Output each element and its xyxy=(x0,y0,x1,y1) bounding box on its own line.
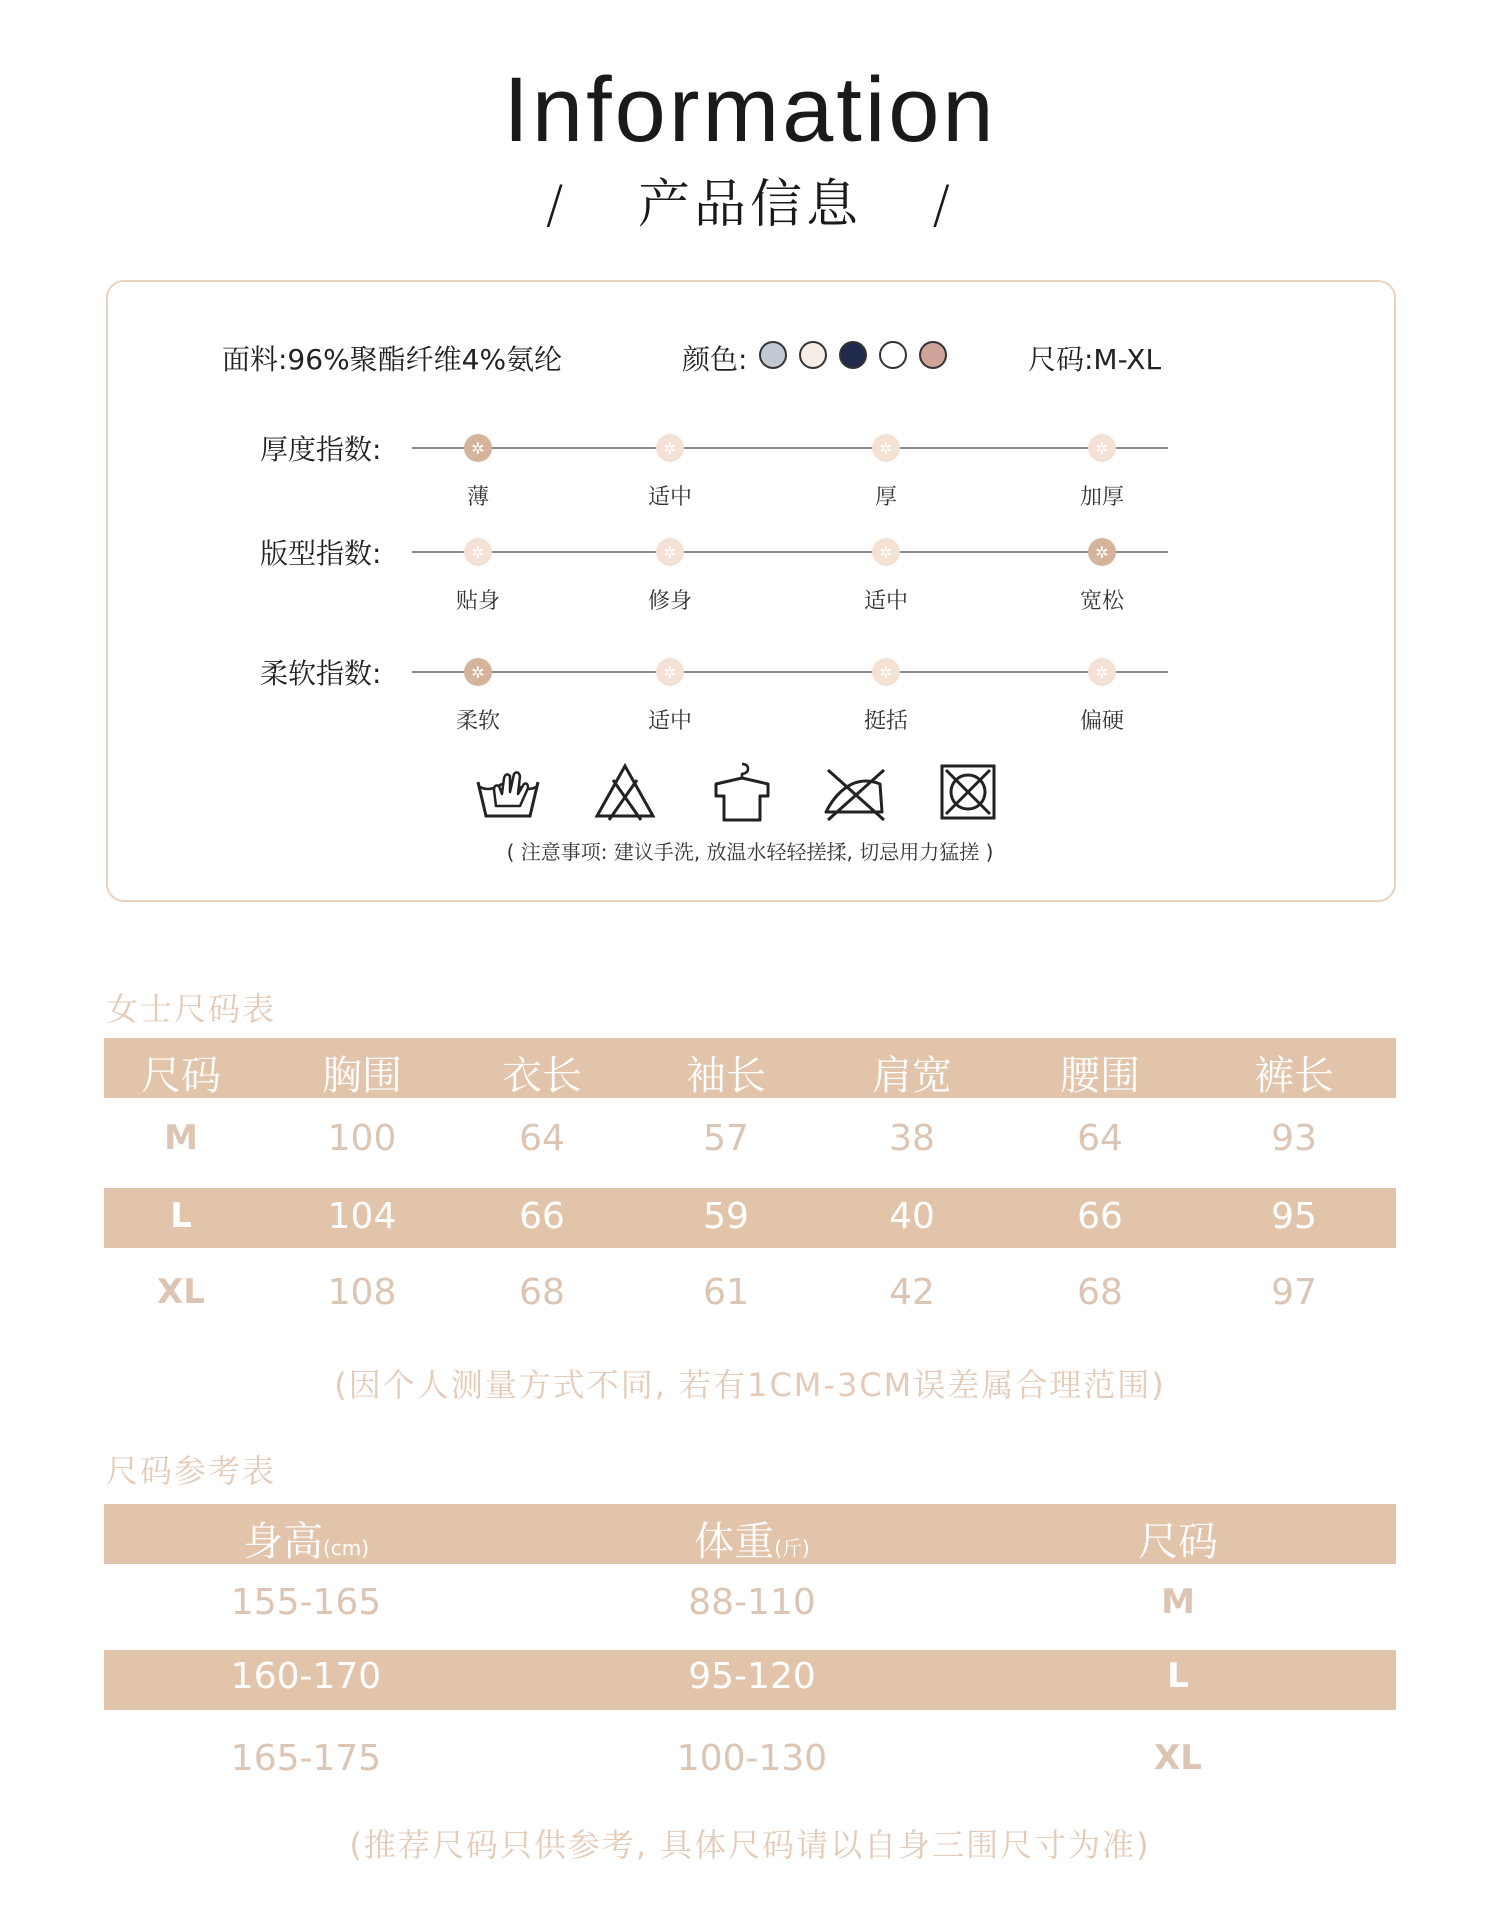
subtitle-text: 产品信息 xyxy=(637,175,862,235)
reference-note: (推荐尺码只供参考, 具体尺码请以自身三围尺寸为准) xyxy=(349,1826,1151,1864)
color-swatch xyxy=(919,341,947,369)
column-header xyxy=(694,1510,810,1567)
table-cell: 108 xyxy=(327,1272,397,1313)
no-tumble-dry-icon xyxy=(932,760,1004,824)
fabric-spec: 面料:96%聚酯纤维4%氨纶 xyxy=(222,343,563,376)
index-dot: ✲ xyxy=(464,538,492,566)
table-cell: 66 xyxy=(1077,1196,1123,1237)
index-option-label: 贴身 xyxy=(455,589,500,614)
table-cell: 104 xyxy=(327,1196,397,1237)
women-size-note: (因个人测量方式不同, 若有1CM-3CM误差属合理范围) xyxy=(334,1366,1166,1404)
table-cell: 66 xyxy=(519,1196,565,1237)
index-dot: ✲ xyxy=(872,538,900,566)
column-header-main: 身高 xyxy=(242,1519,323,1565)
size-cell: L xyxy=(1167,1656,1189,1696)
table-cell: 100-130 xyxy=(676,1738,828,1779)
size-spec: 尺码:M-XL xyxy=(1028,343,1162,376)
index-scale-line xyxy=(412,447,1168,449)
column-header: 裤长 xyxy=(1254,1053,1334,1099)
size-cell: L xyxy=(170,1196,192,1236)
hang-dry-icon xyxy=(706,760,778,824)
spec-row xyxy=(0,338,1500,386)
index-option-label: 柔软 xyxy=(455,709,500,734)
table-cell: 59 xyxy=(703,1196,749,1237)
table-cell: 88-110 xyxy=(688,1582,816,1623)
table-cell: 64 xyxy=(1077,1118,1123,1159)
index-scale-line xyxy=(412,671,1168,673)
index-scale-line xyxy=(412,551,1168,553)
column-header: 肩宽 xyxy=(872,1053,952,1099)
table-cell: 57 xyxy=(703,1118,749,1159)
index-option-label: 适中 xyxy=(647,709,692,734)
column-header-main: 体重 xyxy=(694,1519,775,1565)
index-dot: ✲ xyxy=(872,434,900,462)
hand-wash-icon xyxy=(472,760,544,824)
table-cell: 40 xyxy=(889,1196,935,1237)
index-label: 版型指数: xyxy=(260,537,382,570)
table-cell: 155-165 xyxy=(230,1582,382,1623)
index-dot: ✲ xyxy=(656,658,684,686)
index-dot-selected: ✲ xyxy=(464,434,492,462)
color-swatch xyxy=(759,341,787,369)
women-size-row-band xyxy=(104,1188,1396,1248)
column-header xyxy=(243,1510,369,1567)
index-dot: ✲ xyxy=(656,434,684,462)
size-cell: M xyxy=(1161,1582,1195,1622)
column-header xyxy=(1138,1510,1218,1567)
table-cell: 100 xyxy=(327,1118,397,1159)
column-header-unit: (cm) xyxy=(322,1536,370,1560)
color-spec xyxy=(682,338,947,378)
index-option-label: 修身 xyxy=(647,589,692,614)
index-dot: ✲ xyxy=(656,538,684,566)
index-dot: ✲ xyxy=(872,658,900,686)
color-label: 颜色: xyxy=(682,343,748,376)
table-cell: 68 xyxy=(1077,1272,1123,1313)
size-cell: M xyxy=(164,1118,198,1158)
table-cell: 64 xyxy=(519,1118,565,1159)
index-option-label: 厚 xyxy=(874,485,897,510)
index-dot-selected: ✲ xyxy=(1088,538,1116,566)
column-header-unit: (斤) xyxy=(774,1536,810,1560)
column-header: 袖长 xyxy=(686,1053,766,1099)
size-cell: XL xyxy=(157,1272,205,1312)
women-size-table-title: 女士尺码表 xyxy=(106,990,277,1028)
page-subtitle xyxy=(0,162,1500,237)
reference-table-title: 尺码参考表 xyxy=(106,1452,277,1490)
size-cell: XL xyxy=(1154,1738,1202,1778)
index-option-label: 挺括 xyxy=(863,709,908,734)
care-icons xyxy=(0,760,1500,824)
column-header: 尺码 xyxy=(141,1053,221,1099)
index-option-label: 宽松 xyxy=(1079,589,1124,614)
table-cell: 160-170 xyxy=(230,1656,382,1697)
no-bleach-icon xyxy=(589,760,661,824)
table-cell: 93 xyxy=(1271,1118,1317,1159)
page-title: Information xyxy=(503,59,997,161)
color-swatch xyxy=(879,341,907,369)
index-row xyxy=(0,428,1500,518)
index-row xyxy=(0,532,1500,622)
table-cell: 42 xyxy=(889,1272,935,1313)
index-option-label: 适中 xyxy=(863,589,908,614)
column-header: 衣长 xyxy=(502,1053,582,1099)
index-option-label: 适中 xyxy=(647,485,692,510)
subtitle-slash-right: / xyxy=(932,175,955,235)
color-swatch xyxy=(799,341,827,369)
color-swatch xyxy=(839,341,867,369)
table-cell: 97 xyxy=(1271,1272,1317,1313)
column-header-main: 尺码 xyxy=(1138,1519,1218,1565)
index-dot: ✲ xyxy=(1088,434,1116,462)
index-label: 厚度指数: xyxy=(260,433,382,466)
index-label: 柔软指数: xyxy=(260,657,382,690)
index-dot-selected: ✲ xyxy=(464,658,492,686)
table-cell: 95-120 xyxy=(688,1656,816,1697)
subtitle-slash-left: / xyxy=(545,175,568,235)
table-cell: 68 xyxy=(519,1272,565,1313)
index-option-label: 薄 xyxy=(466,485,489,510)
table-cell: 165-175 xyxy=(230,1738,382,1779)
index-row xyxy=(0,652,1500,742)
index-option-label: 加厚 xyxy=(1079,485,1124,510)
index-option-label: 偏硬 xyxy=(1079,709,1124,734)
no-iron-icon xyxy=(818,760,890,824)
color-swatches xyxy=(747,341,947,376)
index-dot: ✲ xyxy=(1088,658,1116,686)
column-header: 腰围 xyxy=(1060,1053,1140,1099)
table-cell: 38 xyxy=(889,1118,935,1159)
column-header: 胸围 xyxy=(322,1053,402,1099)
table-cell: 95 xyxy=(1271,1196,1317,1237)
table-cell: 61 xyxy=(703,1272,749,1313)
care-note: ( 注意事项: 建议手洗, 放温水轻轻搓揉, 切忌用力猛搓 ) xyxy=(506,840,994,864)
